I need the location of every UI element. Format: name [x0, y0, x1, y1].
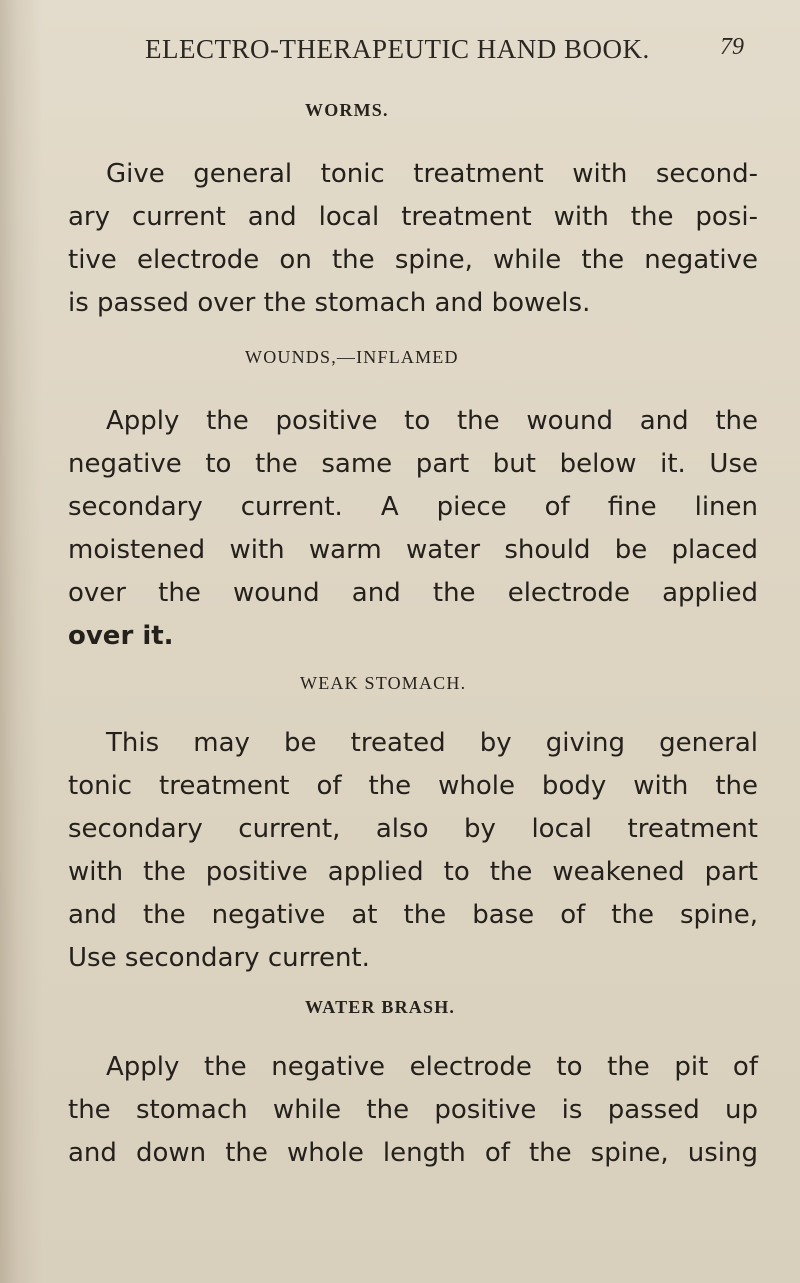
text-line: Give general tonic treatment with second- — [106, 159, 758, 189]
text-line: ary current and local treatment with the posi- — [68, 202, 758, 232]
text-line: secondary current, also by local treatment — [68, 814, 758, 844]
running-head-title: ELECTRO-THERAPEUTIC HAND BOOK. — [145, 34, 650, 64]
text-line: tive electrode on the spine, while the negative — [68, 245, 758, 275]
text-line: is passed over the stomach and bowels. — [68, 288, 591, 318]
text-line: This may be treated by giving general — [106, 728, 758, 758]
text-line: the stomach while the positive is passed up — [68, 1095, 758, 1125]
text-line: with the positive applied to the weakened part — [68, 857, 758, 887]
text-line: and the negative at the base of the spine, — [68, 900, 758, 930]
section-heading-water-brash: WATER BRASH. — [305, 997, 456, 1017]
paragraph-wounds — [68, 400, 758, 658]
text-line: moistened with warm water should be placed — [68, 535, 758, 565]
text-line: Apply the positive to the wound and the — [106, 406, 758, 436]
text-line: Apply the negative electrode to the pit of — [106, 1052, 758, 1082]
section-heading-worms: WORMS. — [305, 100, 389, 120]
text-line: tonic treatment of the whole body with the — [68, 771, 758, 801]
text-line: over it. — [68, 621, 174, 651]
text-line: negative to the same part but below it. Use — [68, 449, 758, 479]
section-heading-weak-stomach: WEAK STOMACH. — [300, 673, 467, 693]
paragraph-worms — [68, 153, 758, 325]
text-line: secondary current. A piece of fine linen — [68, 492, 758, 522]
paragraph-weak-stomach — [68, 722, 758, 980]
section-heading-wounds: WOUNDS,—INFLAMED — [245, 347, 459, 367]
text-line: and down the whole length of the spine, using — [68, 1138, 758, 1168]
running-head — [145, 34, 765, 74]
text-line: over the wound and the electrode applied — [68, 578, 758, 608]
paragraph-water-brash — [68, 1046, 758, 1175]
text-line: Use secondary current. — [68, 943, 370, 973]
page-number: 79 — [720, 34, 744, 60]
